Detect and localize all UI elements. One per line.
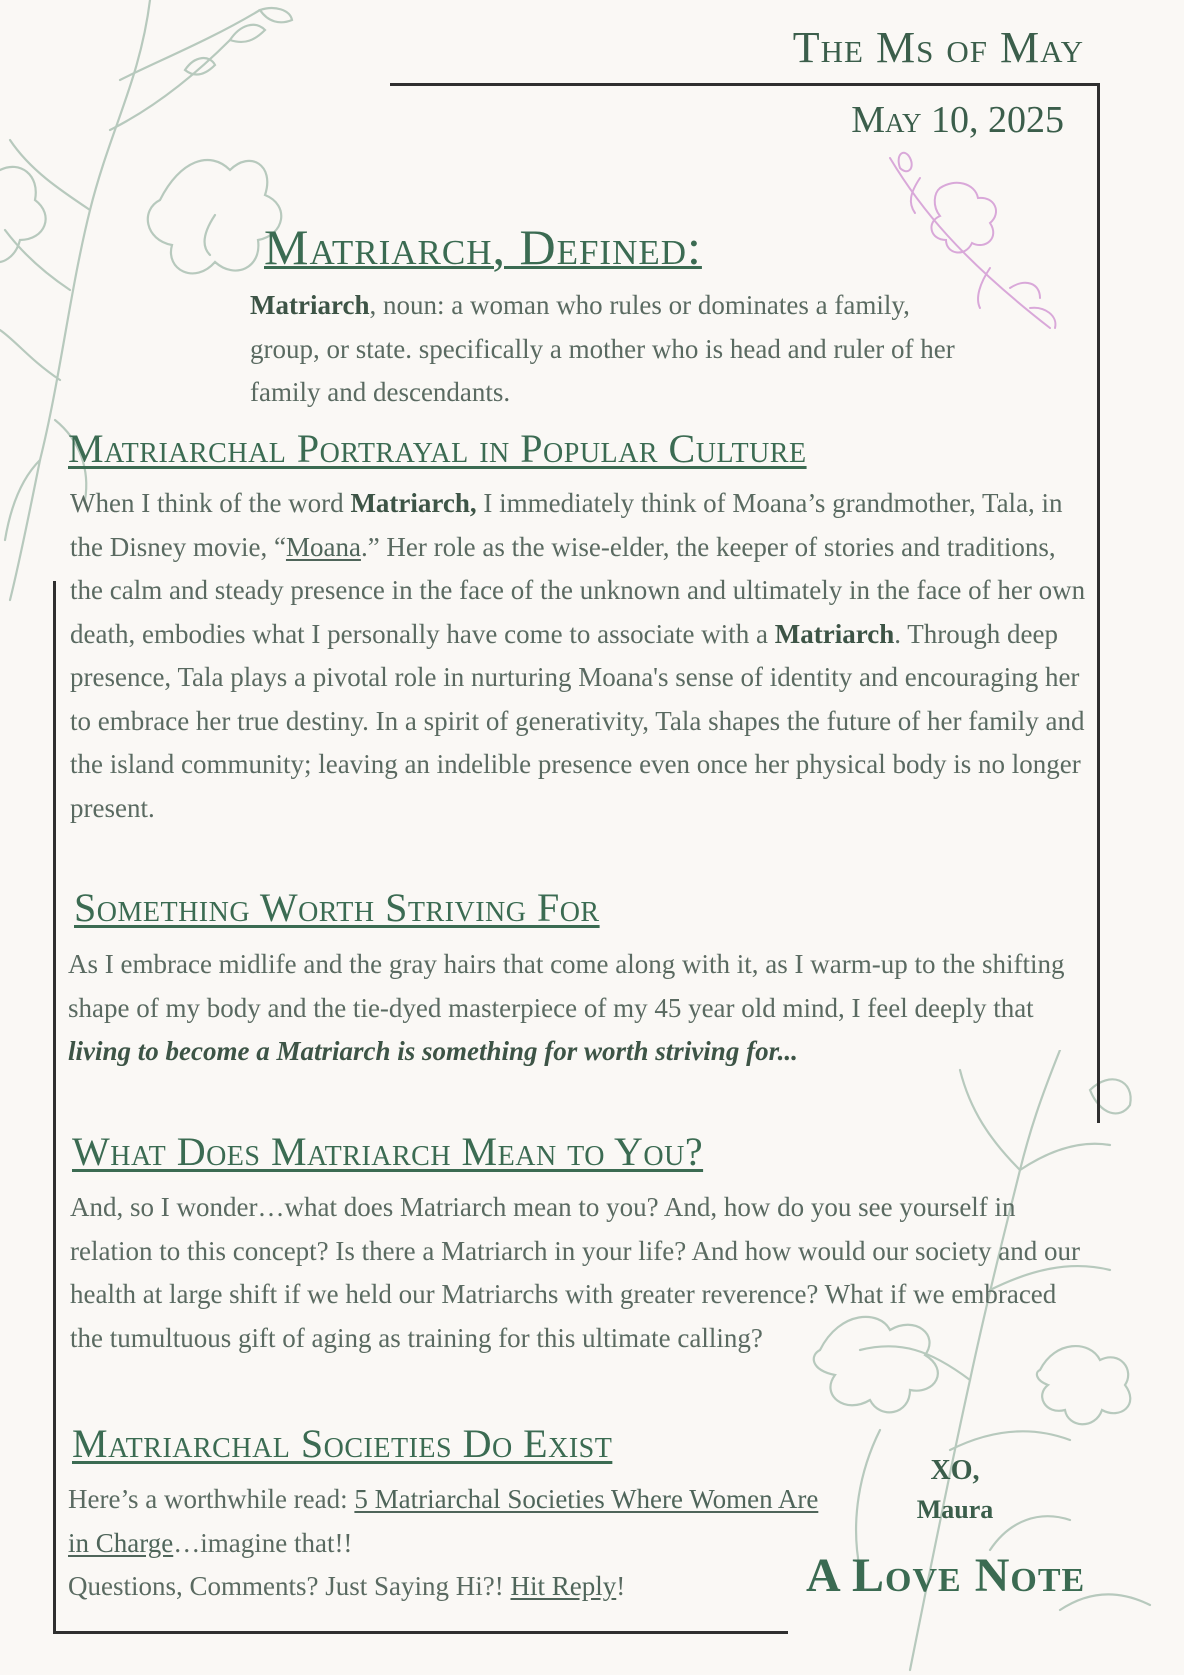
definition-term: Matriarch bbox=[250, 290, 370, 320]
signoff-block bbox=[885, 1455, 1025, 1525]
brand-love-note: A Love Note bbox=[806, 1549, 1086, 1602]
newsletter-masthead: The Ms of May bbox=[792, 23, 1084, 72]
frame-left-border bbox=[53, 581, 56, 1633]
frame-top-border bbox=[390, 83, 1100, 86]
definition-paragraph: Matriarch, noun: a woman who rules or dominates a family, group, or state. specifically a mother who is head and ruler of her family and descendants. bbox=[250, 290, 955, 407]
section-heading-popular-culture: Matriarchal Portrayal in Popular Culture bbox=[68, 426, 807, 471]
signoff-name: Maura bbox=[916, 1495, 994, 1524]
issue-date: May 10, 2025 bbox=[851, 99, 1064, 141]
societies-paragraph: Here’s a worthwhile read: 5 Matriarchal Societies Where Women Are in Charge…imagine that!! Questions, Comments? Just Saying Hi?! Hit Reply! bbox=[68, 1484, 819, 1601]
matriarchal-societies-link[interactable]: 5 Matriarchal Societies Where Women Are in Charge bbox=[68, 1484, 819, 1558]
frame-bottom-border bbox=[53, 1631, 788, 1634]
popular-culture-paragraph: When I think of the word Matriarch, I immediately think of Moana’s grandmother, Tala, in the Disney movie, “Moana.” Her role as the wise-elder, the keeper of stories and traditions, the calm and steady presence in the face of the unknown and ultimately in the face of her own death, embodies what I personally have come to associate with a Matriarch. Through deep presence, Tala plays a pivotal role in nurturing Moana's sense of identity and encouraging her to embrace her true destiny. In a spirit of generativity, Tala shapes the future of her family and the island community; leaving an indelible presence even once her physical body is no longer present. bbox=[70, 488, 1086, 823]
section-heading-societies: Matriarchal Societies Do Exist bbox=[72, 1421, 613, 1466]
striving-emphasis: living to become a Matriarch is something for worth striving for... bbox=[68, 1036, 798, 1066]
meaning-paragraph: And, so I wonder…what does Matriarch mean to you? And, how do you see yourself in relation to this concept? Is there a Matriarch in your life? And how would our society and our health at large shift if we held our Matriarchs with greater reverence? What if we embraced the tumultuous gift of aging as training for this ultimate calling? bbox=[70, 1192, 1080, 1353]
section-heading-meaning: What Does Matriarch Mean to You? bbox=[72, 1129, 704, 1174]
signoff-xo: XO, bbox=[930, 1455, 980, 1486]
section-heading-striving: Something Worth Striving For bbox=[74, 885, 600, 930]
hit-reply-link[interactable]: Hit Reply bbox=[510, 1571, 617, 1601]
moana-link[interactable]: Moana bbox=[285, 531, 361, 562]
striving-paragraph: As I embrace midlife and the gray hairs that come along with it, as I warm-up to the shifting shape of my body and the tie-dyed masterpiece of my 45 year old mind, I feel deeply that living to become a Matriarch is something for worth striving for... bbox=[68, 949, 1065, 1066]
definition-heading: Matriarch, Defined: bbox=[264, 219, 702, 275]
